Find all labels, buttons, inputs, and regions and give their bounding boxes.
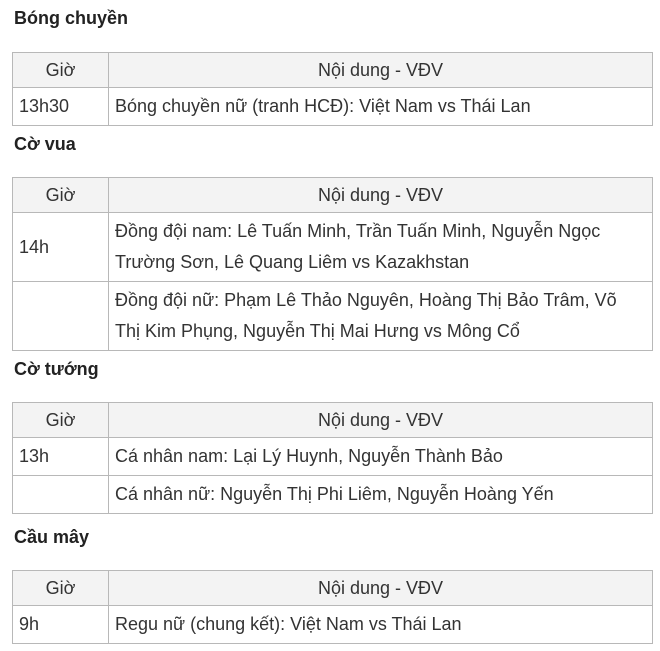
row-content: Đồng đội nam: Lê Tuấn Minh, Trần Tuấn Minh, Nguyễn Ngọc Trường Sơn, Lê Quang Liêm vs Kazakhstan: [109, 213, 653, 282]
schedule-table-cau-may: [12, 570, 653, 644]
table-row: [13, 213, 653, 282]
table-header-row: [13, 53, 653, 88]
header-content: Nội dung - VĐV: [109, 178, 653, 213]
section-title-cau-may: Cầu mây: [14, 527, 90, 547]
table-row: [13, 282, 653, 351]
header-content: Nội dung - VĐV: [109, 53, 653, 88]
header-time: Giờ: [13, 571, 109, 606]
row-time: 9h: [13, 606, 109, 644]
row-content: Regu nữ (chung kết): Việt Nam vs Thái Lan: [109, 606, 653, 644]
table-header-row: [13, 178, 653, 213]
row-time: 13h: [13, 438, 109, 476]
header-time: Giờ: [13, 53, 109, 88]
row-content: Bóng chuyền nữ (tranh HCĐ): Việt Nam vs Thái Lan: [109, 88, 653, 126]
section-title-co-vua: Cờ vua: [14, 134, 76, 154]
row-time: 13h30: [13, 88, 109, 126]
header-time: Giờ: [13, 178, 109, 213]
schedule-table-co-vua: [12, 177, 653, 351]
header-content: Nội dung - VĐV: [109, 571, 653, 606]
row-content: Đồng đội nữ: Phạm Lê Thảo Nguyên, Hoàng Thị Bảo Trâm, Võ Thị Kim Phụng, Nguyễn Thị Mai Hưng vs Mông Cổ: [109, 282, 653, 351]
row-time: [13, 282, 109, 351]
table-row: [13, 476, 653, 514]
row-content: Cá nhân nữ: Nguyễn Thị Phi Liêm, Nguyễn Hoàng Yến: [109, 476, 653, 514]
header-content: Nội dung - VĐV: [109, 403, 653, 438]
row-time: 14h: [13, 213, 109, 282]
header-time: Giờ: [13, 403, 109, 438]
schedule-table-bong-chuyen: [12, 52, 653, 126]
section-title-co-tuong: Cờ tướng: [14, 359, 99, 379]
table-row: [13, 606, 653, 644]
section-title-bong-chuyen: Bóng chuyền: [14, 8, 129, 28]
table-header-row: [13, 403, 653, 438]
table-row: [13, 88, 653, 126]
schedule-table-co-tuong: [12, 402, 653, 514]
table-header-row: [13, 571, 653, 606]
row-content: Cá nhân nam: Lại Lý Huynh, Nguyễn Thành Bảo: [109, 438, 653, 476]
table-row: [13, 438, 653, 476]
row-time: [13, 476, 109, 514]
